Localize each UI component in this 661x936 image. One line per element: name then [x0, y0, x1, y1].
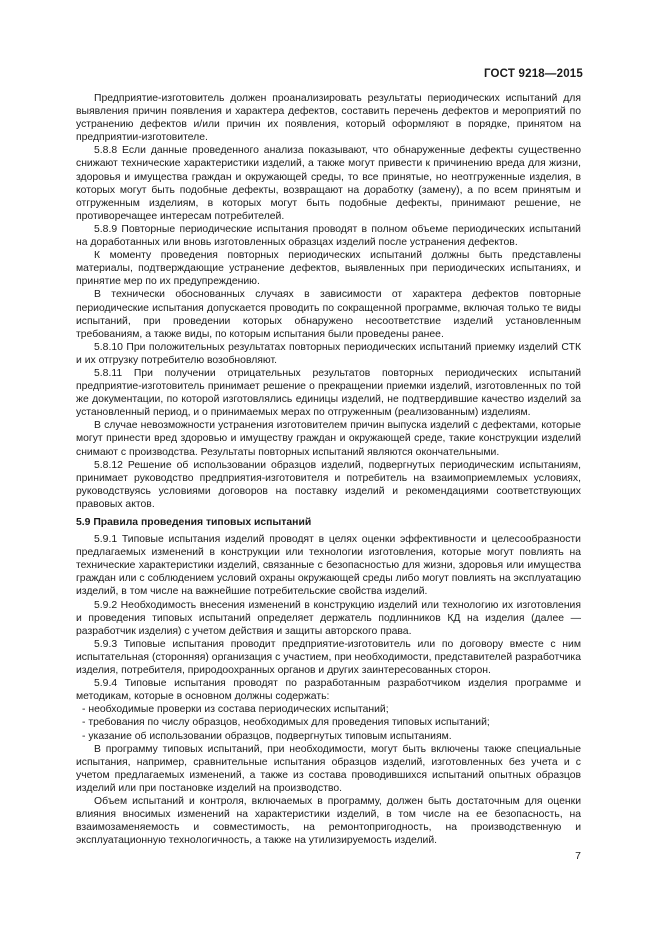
- paragraph: 5.9.2 Необходимость внесения изменений в конструкцию изделий или технологию их изготовления и проведения типовых испытаний определяет держатель подлинников КД на изделия (далее — разработчик изделия) с учетом действия и защиты авторского права.: [76, 599, 581, 637]
- list-item: - необходимые проверки из состава периодических испытаний;: [76, 703, 581, 716]
- document-code-header: ГОСТ 9218—2015: [483, 68, 583, 80]
- list-item: - указание об использовании образцов, подвергнутых типовым испытаниям.: [76, 730, 581, 743]
- section-heading: 5.9 Правила проведения типовых испытаний: [76, 517, 312, 528]
- paragraph: 5.8.8 Если данные проведенного анализа показывают, что обнаруженные дефекты существенно снижают технические характеристики изделий, а также могут привести к причинению вреда для жизни, здоровья и имущества граждан и окружающей среды, то все принятые, но неотгруженные изделия, в которых могут быть подобные дефекты, возвращают на доработку (замену), а по всем принятым и отгруженным изделиям, в которых могут быть подобные дефекты, принимают решение, не противоречащее интересам потребителей.: [76, 145, 581, 222]
- paragraph: Предприятие-изготовитель должен проанализировать результаты периодических испытаний для выявления причин появления и характера дефектов, составить перечень дефектов и мероприятий по устранению дефектов и/или причин их появления, который оформляют в порядке, принятом на предприятии-изготовителе.: [76, 93, 581, 144]
- page-number: 7: [575, 850, 581, 862]
- paragraph: В программу типовых испытаний, при необходимости, могут быть включены также специальные испытания, например, сравнительные испытания образцов изделий, изготовленных без учета и с учетом предлагаемых изменений, а также из состава проводившихся испытаний опытных образцов изделий или при постановке изделий на производство.: [76, 743, 581, 794]
- paragraph: 5.9.3 Типовые испытания проводит предприятие-изготовитель или по договору вместе с ним испытательная (сторонняя) организация с участием, при необходимости, представителей разработчика изделия, потребителя, природоохранных органов и других заинтересованных сторон.: [76, 638, 581, 677]
- paragraph: 5.8.9 Повторные периодические испытания проводят в полном объеме периодических испытаний на доработанных или вновь изготовленных образцах изделий после устранения дефектов.: [76, 223, 581, 249]
- paragraph: Объем испытаний и контроля, включаемых в программу, должен быть достаточным для оценки влияния вносимых изменений на характеристики изделий, в том числе на ее безопасность, на взаимозаменяемость и совместимость, на ремонтопригодность, на производственную и эксплуатационную технологичность, а также на утилизируемость изделий.: [76, 795, 581, 847]
- paragraph: К моменту проведения повторных периодических испытаний должны быть представлены материалы, подтверждающие устранение дефектов, выявленных при периодических испытаниях, и принятие мер по их предупреждению.: [76, 250, 581, 288]
- paragraph: В технически обоснованных случаях в зависимости от характера дефектов повторные периодические испытания допускается проводить по сокращенной программе, включая только те виды испытаний, при проведении которых обнаружено несоответствие изделий установленным требованиям, а также виды, по которым испытания были проведены ранее.: [76, 289, 581, 340]
- paragraph: 5.8.12 Решение об использовании образцов изделий, подвергнутых периодическим испытаниям, принимает руководство предприятия-изготовителя и потребитель на взаимоприемлемых условиях, руководствуясь условиями договоров на поставку изделий и рекомендациями соответствующих правовых актов.: [76, 459, 581, 510]
- paragraph: 5.9.1 Типовые испытания изделий проводят в целях оценки эффективности и целесообразности предлагаемых изменений в конструкции или технологии изготовления, которые могут повлиять на технические характеристики изделий, связанные с безопасностью для жизни, здоровья или имущества граждан или с соблюдением условий охраны окружающей среды либо могут повлиять на эксплуатацию изделий, в том числе на важнейшие потребительские свойства изделий.: [76, 534, 581, 598]
- list-item: - требования по числу образцов, необходимых для проведения типовых испытаний;: [76, 716, 581, 729]
- paragraph: В случае невозможности устранения изготовителем причин выпуска изделий с дефектами, которые могут принести вред здоровью и имуществу граждан и окружающей среде, такие конструкции изделий снимают с производства. Результаты повторных испытаний являются окончательными.: [76, 420, 581, 458]
- paragraph: 5.8.11 При получении отрицательных результатов повторных периодических испытаний предприятие-изготовитель принимает решение о прекращении приемки изделий, изготовленных по той же документации, по которой изготовлялись единицы изделий, не подтвердившие качество изделий за установленный период, и о принимаемых мерах по отгруженным (реализованным) изделиям.: [76, 367, 581, 419]
- paragraph: 5.8.10 При положительных результатах повторных периодических испытаний приемку изделий СТК и их отгрузку потребителю возобновляют.: [76, 341, 581, 366]
- requirements-list: [76, 703, 581, 742]
- page-body: [76, 92, 581, 847]
- paragraph: 5.9.4 Типовые испытания проводят по разработанным разработчиком изделия программе и методикам, которые в основном должны содержать:: [76, 678, 581, 703]
